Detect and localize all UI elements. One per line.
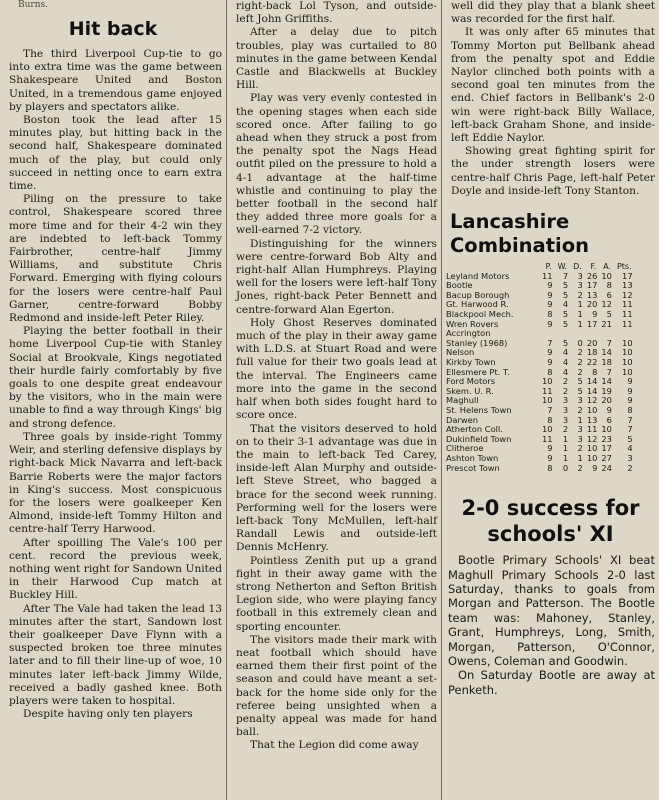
stat-cell: 2 — [627, 462, 633, 473]
stat-cell: 20 — [586, 299, 598, 310]
stat-cell: 7 — [627, 414, 633, 425]
stat-cell: 13 — [586, 414, 598, 425]
stat-cell: 1 — [577, 452, 583, 463]
header-drawn: D. — [573, 262, 582, 272]
stat-cell: 10 — [622, 366, 633, 377]
stat-cell: 2 — [562, 376, 569, 387]
stat-cell: 7 — [606, 337, 612, 348]
headline-hit-back: Hit back — [68, 18, 158, 40]
header-won: W. — [557, 262, 568, 272]
stat-cell: 11 — [542, 270, 553, 281]
team-name: St. Helens Town — [446, 404, 512, 415]
league-title-lancashire: Lancashire — [450, 210, 570, 234]
stat-cell: 10 — [622, 347, 633, 358]
stat-cell: 3 — [562, 395, 569, 406]
stat-cell: 9 — [547, 443, 553, 454]
stat-cell: 10 — [601, 424, 612, 435]
article-paragraph: Distinguishing for the winners were centre-forward Bob Alty and right-half Allan Humphreys. Playing well for the losers were left-half Tony Jones, right-back Peter Bennett and centre-forward Alan Egerton. — [236, 237, 437, 316]
team-name: Skem. U. R. — [446, 385, 494, 396]
stat-cell: 26 — [586, 270, 598, 281]
stat-cell: 7 — [627, 424, 633, 435]
stat-cell: 10 — [622, 337, 633, 348]
article-paragraph: After spoilling The Vale's 100 per cent. record the previous week, nothing went right for Sandown United in their Harwood Cup match at Buckley Hill. — [9, 536, 222, 602]
stat-cell: 17 — [586, 280, 598, 291]
stat-cell: 12 — [586, 433, 598, 444]
article-paragraph: Showing great fighting spirit for the under strength losers were centre-half Chris Page, left-half Peter Doyle and inside-left Tony Stanton. — [451, 145, 655, 197]
stat-cell: 9 — [547, 280, 553, 291]
stat-cell: 5 — [577, 376, 583, 387]
stat-cell: 10 — [586, 443, 598, 454]
stat-cell: 17 — [601, 443, 612, 454]
stat-cell: 5 — [627, 433, 633, 444]
stat-cell: 2 — [577, 404, 583, 415]
stat-cell: 5 — [562, 309, 569, 320]
stat-cell: 20 — [601, 395, 612, 406]
stat-cell: 11 — [622, 309, 633, 320]
stat-cell: 2 — [577, 289, 583, 300]
article-paragraph: right-back Lol Tyson, and outside-left John Griffiths. — [236, 0, 437, 26]
stat-cell: 2 — [577, 347, 583, 358]
stat-cell: 9 — [547, 347, 553, 358]
stat-cell: 21 — [601, 318, 612, 329]
stat-cell: 3 — [562, 414, 569, 425]
stat-cell: 11 — [586, 424, 598, 435]
stat-cell: 6 — [606, 414, 612, 425]
stat-cell: 18 — [586, 347, 598, 358]
stat-cell: 8 — [627, 404, 633, 415]
team-name: Ellesmere Pt. T. — [446, 366, 510, 377]
stat-cell: 7 — [547, 404, 553, 415]
column-middle — [227, 0, 441, 800]
stat-cell: 7 — [547, 337, 553, 348]
article-paragraph: Holy Ghost Reserves dominated much of the play in their away game with L.D.S. at Stuart Road and were full value for their two goals lead at the interval. The Engineers came more into the game in the second half when both sides fought hard to score once. — [236, 316, 437, 422]
article-paragraph: It was only after 65 minutes that Tommy Morton put Bellbank ahead from the penalty spot and Eddie Naylor clinched both points with a second goal ten minutes from the end. Chief factors in Bellbank's 2-0 win were right-back Billy Wallace, left-back Graham Shone, and inside-left Eddie Naylor. — [451, 26, 655, 145]
stat-cell: 10 — [622, 356, 633, 367]
stat-cell: 9 — [547, 318, 553, 329]
stat-cell: 10 — [542, 395, 553, 406]
article-paragraph: That the Legion did come away — [250, 739, 419, 752]
header-for: F. — [590, 262, 597, 272]
stat-cell: 7 — [562, 270, 569, 281]
stat-cell: 1 — [577, 299, 583, 310]
team-name: Atherton Coll. — [446, 424, 503, 435]
table-row — [446, 464, 635, 474]
team-name: Kirkby Town — [446, 356, 496, 367]
team-name: Bacup Borough — [446, 289, 510, 300]
league-title-combination: Combination — [450, 234, 589, 258]
stat-cell: 9 — [547, 289, 553, 300]
stat-cell: 8 — [547, 462, 553, 473]
article-paragraph: Playing the better football in their home Liverpool Cup-tie with Stanley Social at Brookvale, Kings negotiated their hurdle fairly comfortably by five goals to one despite great endeavour by the visitors, who in the main were unable to find a way through Kings' big and strong defence. — [9, 325, 222, 430]
column-right — [442, 0, 659, 800]
team-name: Blackpool Mech. — [446, 309, 514, 320]
stat-cell: 4 — [562, 356, 569, 367]
stat-cell: 11 — [542, 385, 553, 396]
team-name: Stanley (1968) — [446, 337, 508, 348]
stat-cell: 7 — [606, 366, 612, 377]
stat-cell: 10 — [542, 376, 553, 387]
stat-cell: 10 — [542, 424, 553, 435]
stat-cell: 13 — [586, 289, 598, 300]
stat-cell: 5 — [606, 309, 612, 320]
stat-cell: 1 — [562, 433, 569, 444]
stat-cell: 1 — [562, 452, 569, 463]
stat-cell: 8 — [606, 280, 612, 291]
team-name: Maghull — [446, 395, 479, 406]
team-name: Wren Rovers — [446, 318, 499, 329]
stat-cell: 5 — [562, 318, 569, 329]
carryover-stub: Burns. — [18, 0, 48, 10]
stat-cell: 9 — [627, 395, 633, 406]
stat-cell: 0 — [577, 337, 583, 348]
stat-cell: 4 — [562, 366, 569, 377]
stat-cell: 14 — [601, 347, 612, 358]
stat-cell: 27 — [601, 452, 612, 463]
stat-cell: 17 — [622, 270, 633, 281]
stat-cell: 9 — [606, 404, 612, 415]
stat-cell: 3 — [577, 395, 583, 406]
team-name: Nelson — [446, 347, 475, 358]
headline-schools-line2: schools' XI — [487, 522, 614, 547]
team-name: Prescot Town — [446, 462, 500, 473]
stat-cell: 9 — [592, 309, 598, 320]
stat-cell: 23 — [601, 433, 612, 444]
stat-cell: 2 — [562, 385, 569, 396]
stat-cell: 14 — [586, 376, 598, 387]
stat-cell: 22 — [586, 356, 598, 367]
column-left — [0, 0, 226, 800]
stat-cell: 19 — [601, 385, 612, 396]
stat-cell: 14 — [586, 385, 598, 396]
stat-cell: 5 — [562, 337, 569, 348]
stat-cell: 2 — [562, 424, 569, 435]
stat-cell: 9 — [547, 452, 553, 463]
stat-cell: 3 — [562, 404, 569, 415]
stat-cell: 3 — [577, 280, 583, 291]
article-paragraph: Pointless Zenith put up a grand fight in their away game with the strong Netherton and Sefton British Legion side, who were playing fancy football in this extremely clean and sporting encounter. — [236, 554, 437, 633]
stat-cell: 1 — [577, 414, 583, 425]
stat-cell: 2 — [577, 356, 583, 367]
stat-cell: 13 — [622, 280, 633, 291]
article-paragraph: On Saturday Bootle are away at Penketh. — [448, 668, 655, 697]
stat-cell: 1 — [562, 443, 569, 454]
article-paragraph: Three goals by inside-right Tommy Weir, and sterling defensive displays by right-back Mick Navarra and left-back Barrie Roberts were the major factors in King's success. Most conspicuous for the losers were goalkeeper Ken Almond, inside-left Tommy Hilton and centre-half Terry Harwood. — [9, 430, 222, 536]
team-name: Gt. Harwood R. — [446, 299, 509, 310]
article-paragraph: The visitors made their mark with neat football which should have earned them their first point of the season and could have meant a set-back for the home side only for the referee being unsighted when a penalty appeal was made for hand ball. — [236, 633, 437, 739]
stat-cell: 8 — [547, 366, 553, 377]
stat-cell: 24 — [601, 462, 612, 473]
article-paragraph: After a delay due to pitch troubles, play was curtailed to 80 minutes in the game between Kendal Castle and Blackwells at Buckley Hill. — [236, 26, 437, 92]
team-name: Ford Motors — [446, 376, 496, 387]
stat-cell: 2 — [577, 443, 583, 454]
stat-cell: 3 — [577, 433, 583, 444]
stat-cell: 12 — [601, 299, 612, 310]
stat-cell: 20 — [586, 337, 598, 348]
team-name: Bootle — [446, 280, 473, 291]
headline-schools-line1: 2-0 success for — [461, 496, 640, 521]
stat-cell: 14 — [601, 376, 612, 387]
stat-cell: 12 — [622, 289, 633, 300]
stat-cell: 4 — [562, 299, 569, 310]
league-table — [446, 262, 635, 473]
stat-cell: 11 — [622, 318, 633, 329]
stat-cell: 10 — [601, 270, 612, 281]
stat-cell: 5 — [562, 289, 569, 300]
stat-cell: 4 — [562, 347, 569, 358]
stat-cell: 5 — [577, 385, 583, 396]
team-name: Dukinfield Town — [446, 433, 512, 444]
stat-cell: 10 — [586, 404, 598, 415]
stat-cell: 12 — [586, 395, 598, 406]
stat-cell: 10 — [586, 452, 598, 463]
header-points: Pts. — [616, 262, 632, 272]
team-name: Ashton Town — [446, 452, 499, 463]
stat-cell: 9 — [547, 356, 553, 367]
team-name: Clitheroe — [446, 443, 484, 454]
stat-cell: 3 — [577, 270, 583, 281]
header-played: P. — [545, 262, 552, 272]
article-paragraph: Play was very evenly contested in the opening stages when each side scored once. After failing to go ahead when they struck a post from the penalty spot the Nags Head outfit piled on the pressure to hold a 4-1 advantage at the half-time whistle and continuing to play the better football in the second half they added three more goals for a well-earned 7-2 victory. — [236, 92, 437, 237]
stat-cell: 3 — [577, 424, 583, 435]
stat-cell: 6 — [606, 289, 612, 300]
stat-cell: 2 — [577, 462, 583, 473]
article-paragraph: The third Liverpool Cup-tie to go into extra time was the game between Shakespeare United and Boston United, in a tremendous game enjoyed by players and spectators alike. — [9, 48, 222, 113]
stat-cell: 5 — [562, 280, 569, 291]
stat-cell: 9 — [627, 376, 633, 387]
stat-cell: 1 — [577, 309, 583, 320]
stat-cell: 11 — [622, 299, 633, 310]
article-paragraph: Despite having only ten players — [23, 708, 193, 721]
stat-cell: 0 — [562, 462, 569, 473]
article-paragraph: That the visitors deserved to hold on to their 3-1 advantage was due in the main to left-back Ted Carey, inside-left Alan Murphy and outside-left Steve Street, who bagged a brace for the second week running. Performing well for the losers were left-back Tony McMullen, left-half Randall Lewis and outside-left Dennis McHenry. — [236, 422, 437, 554]
team-name: Accrington — [446, 328, 491, 339]
stat-cell: 1 — [577, 318, 583, 329]
stat-cell: 18 — [601, 356, 612, 367]
header-against: A. — [603, 262, 611, 272]
stat-cell: 4 — [627, 443, 633, 454]
stat-cell: 17 — [586, 318, 598, 329]
stat-cell: 9 — [627, 385, 633, 396]
stat-cell: 3 — [627, 452, 633, 463]
team-name: Leyland Motors — [446, 270, 510, 281]
article-paragraph: After The Vale had taken the lead 13 minutes after the start, Sandown lost their goalkeeper Dave Flynn with a suspected broken toe three minutes later and to fill their line-up of woe, 10 minutes later left-back Jimmy Wilde, received a badly gashed knee. Both players were taken to hospital. — [9, 602, 222, 707]
stat-cell: 8 — [547, 309, 553, 320]
article-paragraph: Boston took the lead after 15 minutes play, but hitting back in the second half, Shakespeare dominated much of the play, but could only succeed in netting once to earn extra time. — [9, 114, 222, 193]
stat-cell: 2 — [577, 366, 583, 377]
stat-cell: 9 — [547, 299, 553, 310]
team-name: Darwen — [446, 414, 479, 425]
article-paragraph: Piling on the pressure to take control, Shakespeare scored three more time and for their 4-2 win they are indebted to left-back Tommy Fairbrother, centre-half Jimmy Williams, and substitute Chris Forward. Emerging with flying colours for the losers were centre-half Paul Garner, centre-forward Bobby Redmond and inside-left Peter Riley. — [9, 193, 222, 325]
stat-cell: 11 — [542, 433, 553, 444]
stat-cell: 8 — [592, 366, 598, 377]
stat-cell: 8 — [547, 414, 553, 425]
article-paragraph: Bootle Primary Schools' XI beat Maghull Primary Schools 2-0 last Saturday, thanks to goals from Morgan and Patterson. The Bootle team was: Mahoney, Stanley, Grant, Humphreys, Long, Smith, Morgan, Patterson, O'Connor, Owens, Coleman and Goodwin. — [448, 553, 655, 668]
article-paragraph: well did they play that a blank sheet was recorded for the first half. — [451, 0, 655, 26]
stat-cell: 9 — [592, 462, 598, 473]
